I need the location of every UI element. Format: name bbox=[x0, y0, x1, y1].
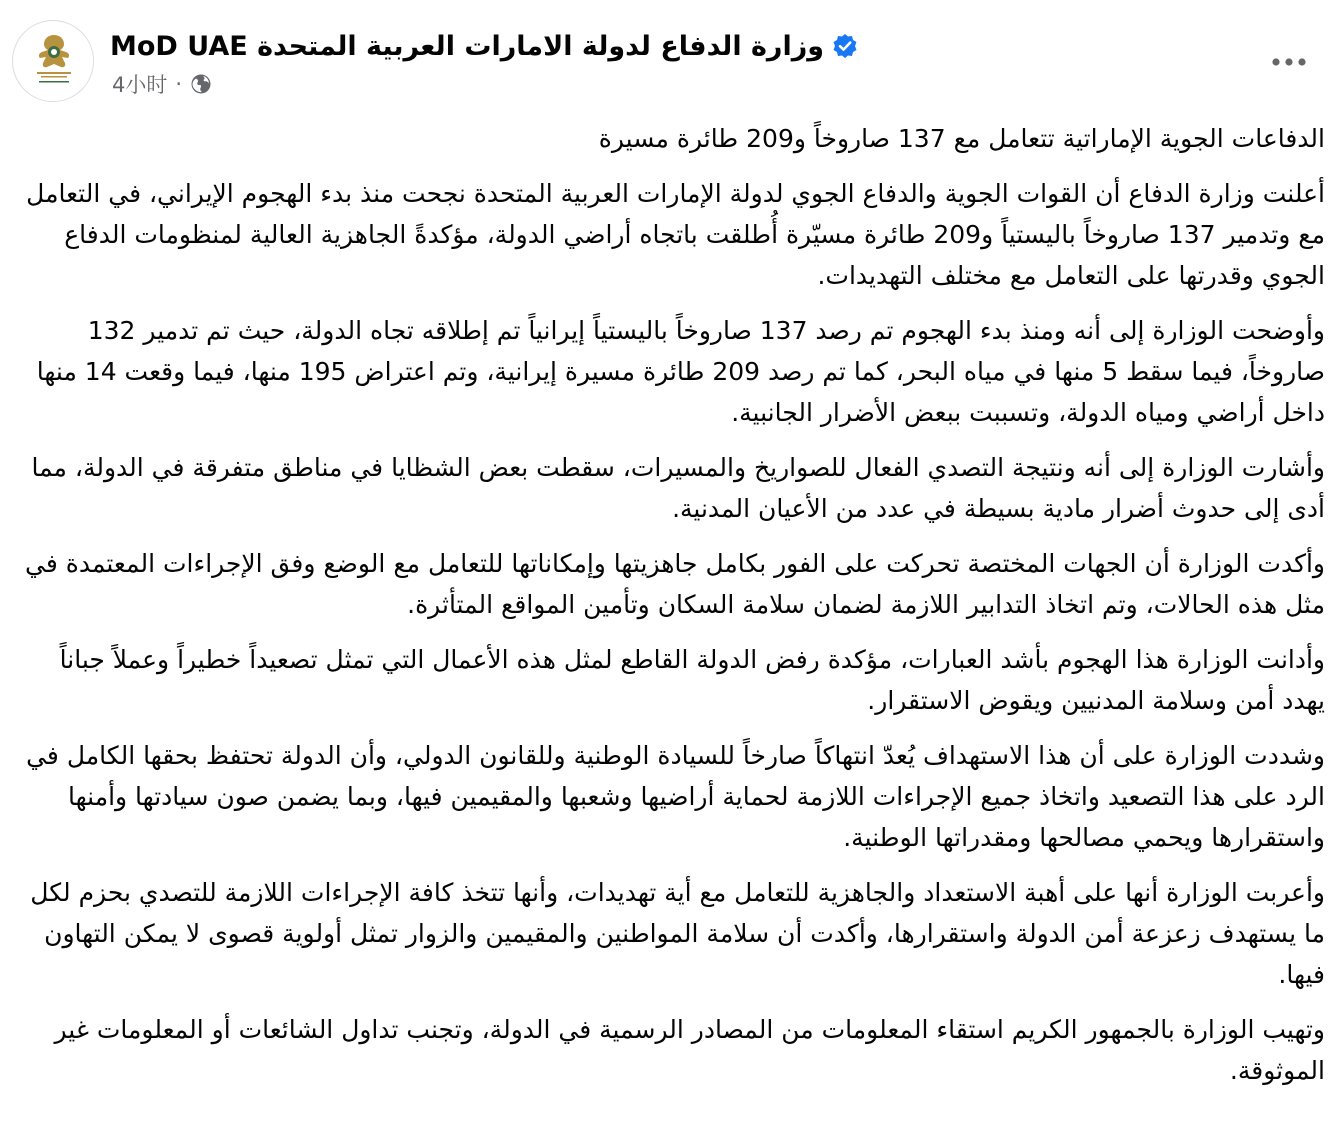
post-meta bbox=[112, 68, 212, 100]
post-timestamp[interactable]: 4小时 bbox=[112, 73, 168, 97]
post-paragraph: وأعربت الوزارة أنها على أهبة الاستعداد والجاهزية للتعامل مع أية تهديدات، وأنها تتخذ كافة الإجراءات اللازمة للتصدي بحزم لكل ما يستهدف زعزعة أمن الدولة واستقرارها، وأكدت أن سلامة المواطنين والمقيمين والزوار تمثل أولوية قصوى لا يمكن التهاون فيها. bbox=[30, 878, 1325, 989]
post-paragraph: أعلنت وزارة الدفاع أن القوات الجوية والدفاع الجوي لدولة الإمارات العربية المتحدة نجحت منذ بدء الهجوم الإيراني، في التعامل مع وتدمير 137 صاروخاً باليستياً و209 طائرة مسيّرة أُطلقت باتجاه أراضي الدولة، مؤكدةً الجاهزية العالية لمنظومات الدفاع الجوي وقدرتها على التعامل مع مختلف التهديدات. bbox=[26, 179, 1325, 290]
post-header bbox=[12, 20, 1323, 110]
verified-badge-icon bbox=[832, 33, 858, 59]
post-paragraph: وأوضحت الوزارة إلى أنه ومنذ بدء الهجوم تم رصد 137 صاروخاً باليستياً إيرانياً تم إطلاقه تجاه الدولة، حيث تم تدمير 132 صاروخاً، فيما سقط 5 منها في مياه البحر، كما تم رصد 209 طائرة مسيرة إيرانية، وتم اعتراض 195 منها، فيما وقعت 14 منها داخل أراضي ومياه الدولة، وتسببت ببعض الأضرار الجانبية. bbox=[36, 316, 1325, 427]
globe-icon[interactable] bbox=[190, 73, 212, 95]
post-paragraph: وتهيب الوزارة بالجمهور الكريم استقاء المعلومات من المصادر الرسمية في الدولة، وتجنب تداول الشائعات أو المعلومات غير الموثوقة. bbox=[54, 1015, 1325, 1085]
meta-separator: · bbox=[175, 72, 183, 96]
more-options-button[interactable] bbox=[1269, 42, 1309, 82]
post-body bbox=[14, 118, 1325, 1105]
post-paragraph: وأدانت الوزارة هذا الهجوم بأشد العبارات، مؤكدة رفض الدولة القاطع لمثل هذه الأعمال التي تمثل تصعيداً خطيراً وعملاً جباناً يهدد أمن وسلامة المدنيين ويقوض الاستقرار. bbox=[59, 645, 1325, 715]
page-name-row bbox=[110, 24, 858, 68]
post-paragraph: وشددت الوزارة على أن هذا الاستهداف يُعدّ انتهاكاً صارخاً للسيادة الوطنية وللقانون الدولي، وأن الدولة تحتفظ بحقها الكامل في الرد على هذا التصعيد واتخاذ جميع الإجراءات اللازمة لحماية أراضيها وشعبها والمقيمين فيها، وبما يضمن صون سيادتها وأمنها واستقرارها ويحمي مصالحها ومقدراتها الوطنية. bbox=[26, 741, 1325, 852]
ministry-of-defence-emblem-icon bbox=[13, 21, 94, 102]
post-paragraph: وأشارت الوزارة إلى أنه ونتيجة التصدي الفعال للصواريخ والمسيرات، سقطت بعض الشظايا في مناطق متفرقة في الدولة، مما أدى إلى حدوث أضرار مادية بسيطة في عدد من الأعيان المدنية. bbox=[31, 453, 1325, 523]
post-headline: الدفاعات الجوية الإماراتية تتعامل مع 137 صاروخاً و209 طائرة مسيرة bbox=[598, 124, 1325, 153]
more-options-icon bbox=[1271, 57, 1307, 67]
page-name[interactable]: وزارة الدفاع لدولة الامارات العربية المتحدة MoD UAE bbox=[110, 30, 825, 62]
page-avatar[interactable] bbox=[12, 20, 94, 102]
post-paragraph: وأكدت الوزارة أن الجهات المختصة تحركت على الفور بكامل جاهزيتها وإمكاناتها للتعامل مع الوضع وفق الإجراءات المعتمدة في مثل هذه الحالات، وتم اتخاذ التدابير اللازمة لضمان سلامة السكان وتأمين المواقع المتأثرة. bbox=[24, 549, 1325, 619]
